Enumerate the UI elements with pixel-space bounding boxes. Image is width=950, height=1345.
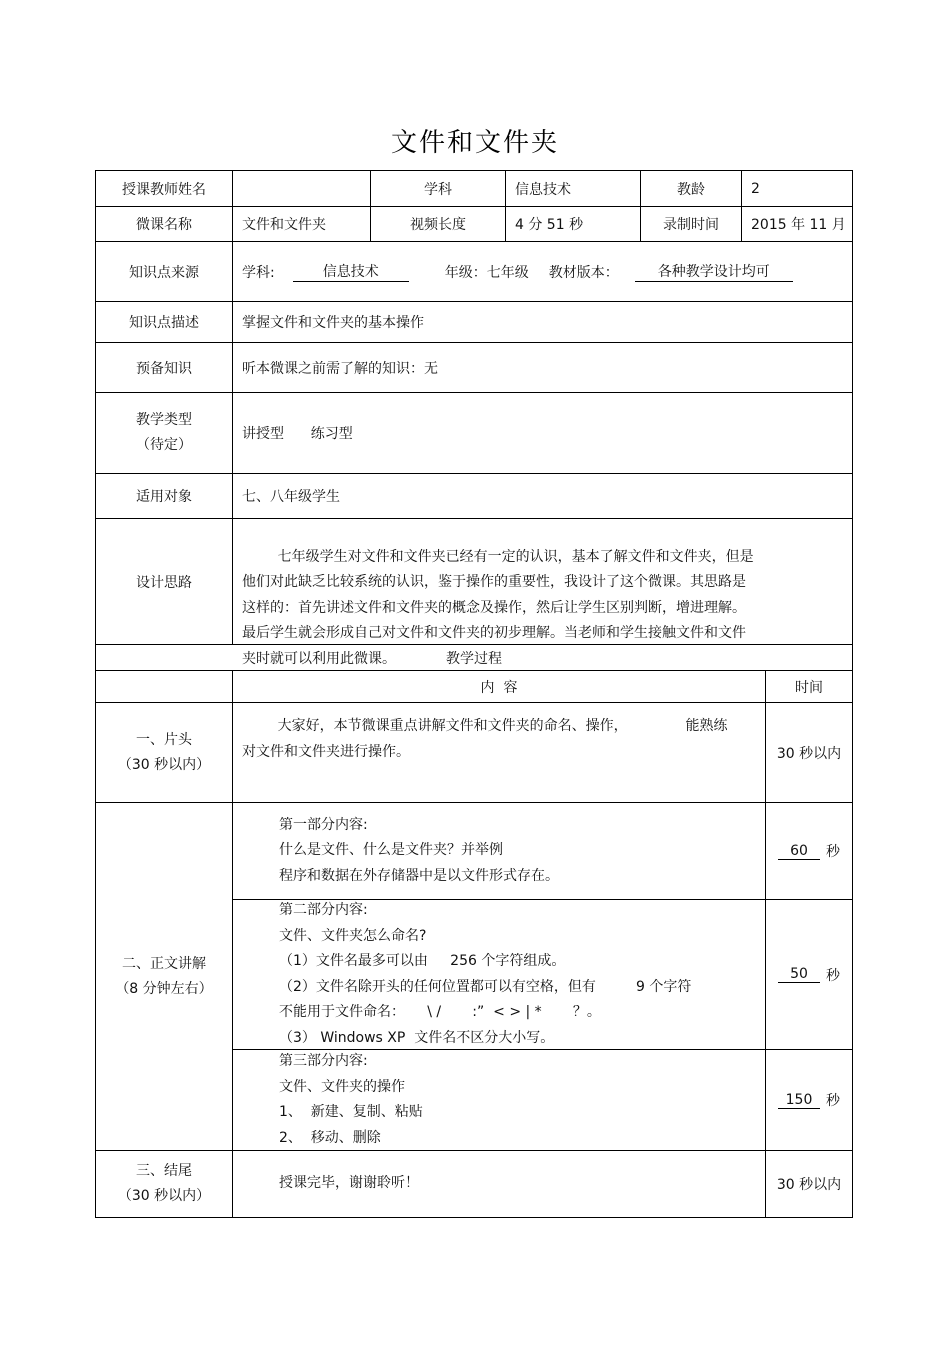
part2-line: （1）文件名最多可以由 256 个字符组成。 [279, 953, 566, 969]
part3-content [232, 1049, 766, 1151]
intro-time-text: 30 秒以内 [776, 745, 842, 762]
ending-label [95, 1150, 233, 1218]
part1-time-unit: 秒 [826, 844, 840, 860]
part2-time-value: 50 [778, 966, 820, 983]
source-value [232, 241, 853, 302]
source-subject-prefix: 学科: [242, 264, 275, 281]
intro-time [765, 702, 853, 803]
video-length-value [505, 206, 641, 242]
part1-line: 什么是文件、什么是文件夹？并举例 [279, 842, 503, 859]
subject-label-text: 学科 [424, 181, 452, 198]
intro-label [95, 702, 233, 803]
design-line: 七年级学生对文件和文件夹已经有一定的认识，基本了解文件和文件夹，但是 [242, 548, 754, 565]
audience-label-text: 适用对象 [136, 489, 192, 505]
part2-time-unit: 秒 [826, 967, 840, 984]
part2-time [765, 899, 853, 1050]
part1-content [232, 802, 766, 900]
teaching-age-value [741, 170, 853, 207]
record-time-label [640, 206, 742, 242]
ending-time [765, 1150, 853, 1218]
source-textbook: 各种教学设计均可 [635, 261, 793, 282]
part1-line: 第一部分内容: [279, 816, 368, 833]
intro-label-line-1: 一、片头 [136, 731, 192, 748]
teacher-label [95, 170, 233, 207]
type-value-text: 讲授型 练习型 [242, 426, 353, 442]
intro-line-1: 大家好，本节微课重点讲解文件和文件夹的命名、操作， 能熟练 [242, 718, 728, 735]
part1-time [765, 802, 853, 900]
process-header-text: 教学过程 [446, 650, 502, 667]
ending-label-line-2: （30 秒以内） [117, 1188, 211, 1204]
part3-line: 1、 新建、复制、粘贴 [279, 1104, 423, 1120]
video-length-label-text: 视频长度 [410, 217, 466, 233]
time-header-text: 时间 [795, 679, 823, 696]
ending-text: 授课完毕，谢谢聆听！ [279, 1175, 419, 1192]
subject-label [370, 170, 506, 207]
part3-time-unit: 秒 [826, 1093, 840, 1109]
design-label [95, 518, 233, 645]
course-label [95, 206, 233, 242]
prereq-value-text: 听本微课之前需了解的知识：无 [242, 360, 438, 377]
description-label [95, 301, 233, 343]
design-line: 夹时就可以利用此微课。 [242, 650, 396, 667]
teacher-value [232, 170, 371, 207]
audience-value [232, 473, 853, 519]
teacher-label-text: 授课教师姓名 [122, 181, 206, 198]
description-value [232, 301, 853, 343]
design-label-text: 设计思路 [136, 574, 192, 591]
type-label-line-2: （待定） [136, 437, 192, 453]
part1-line: 程序和数据在外存储器中是以文件形式存在。 [279, 867, 559, 884]
subject-value-text: 信息技术 [515, 181, 571, 198]
video-length-value-text: 4 分 51 秒 [515, 217, 584, 233]
type-value [232, 392, 853, 474]
process-time-header [765, 670, 853, 703]
type-label [95, 392, 233, 474]
process-stage-header [95, 670, 233, 703]
prereq-label [95, 342, 233, 393]
description-value-text: 掌握文件和文件夹的基本操作 [242, 315, 424, 331]
part3-time-value: 150 [778, 1092, 820, 1109]
ending-label-line-1: 三、结尾 [136, 1163, 192, 1179]
part2-line: 文件、文件夹怎么命名? [279, 927, 427, 944]
design-line: 最后学生就会形成自己对文件和文件夹的初步理解。当老师和学生接触文件和文件 [242, 625, 746, 641]
main-label-line-2: （8 分钟左右） [115, 980, 213, 997]
ending-time-text: 30 秒以内 [776, 1177, 842, 1193]
prereq-value [232, 342, 853, 393]
part3-line: 文件、文件夹的操作 [279, 1078, 405, 1095]
record-time-value-text: 2015 年 11 月 [751, 217, 846, 233]
course-label-text: 微课名称 [136, 217, 192, 233]
document-title: 文件和文件夹 [390, 128, 559, 158]
content-header-text: 内 容 [480, 679, 518, 696]
description-label-text: 知识点描述 [129, 315, 199, 331]
part2-line: （2）文件名除开头的任何位置都可以有空格，但有 9 个字符 [279, 978, 692, 995]
teaching-age-label-text: 教龄 [677, 181, 705, 198]
video-length-label [370, 206, 506, 242]
course-value-text: 文件和文件夹 [242, 217, 326, 233]
type-label-line-1: 教学类型 [136, 412, 192, 428]
part1-time-value: 60 [778, 843, 820, 860]
source-label-text: 知识点来源 [129, 264, 199, 281]
main-label [95, 802, 233, 1151]
course-value [232, 206, 371, 242]
part2-line: 第二部分内容: [279, 902, 368, 918]
teaching-age-label [640, 170, 742, 207]
audience-label [95, 473, 233, 519]
source-subject: 信息技术 [293, 261, 409, 282]
design-line: 这样的：首先讲述文件和文件夹的概念及操作，然后让学生区别判断，增进理解。 [242, 599, 746, 616]
part3-line: 2、 移动、删除 [279, 1129, 381, 1146]
record-time-label-text: 录制时间 [663, 217, 719, 233]
intro-label-line-2: （30 秒以内） [117, 756, 211, 773]
main-label-line-1: 二、正文讲解 [122, 955, 206, 972]
audience-value-text: 七、八年级学生 [242, 489, 340, 505]
design-line: 他们对此缺乏比较系统的认识，鉴于操作的重要性，我设计了这个微课。其思路是 [242, 574, 746, 590]
record-time-value [741, 206, 853, 242]
part3-time [765, 1049, 853, 1151]
teaching-age-value-text: 2 [751, 180, 760, 197]
prereq-label-text: 预备知识 [136, 360, 192, 377]
part2-line: （3） Windows XP 文件名不区分大小写。 [279, 1029, 555, 1046]
source-grade: 年级：七年级 [444, 264, 529, 281]
part3-line: 第三部分内容: [279, 1053, 368, 1069]
intro-line-2: 对文件和文件夹进行操作。 [242, 743, 410, 760]
intro-content [232, 702, 766, 803]
part2-content [232, 899, 766, 1050]
subject-value [505, 170, 641, 207]
source-label [95, 241, 233, 302]
intro-paragraph [233, 689, 736, 817]
process-header [95, 644, 853, 671]
part2-line: 不能用于文件命名： \ / :” < > | * ？。 [279, 1004, 601, 1020]
ending-content [232, 1150, 766, 1218]
source-textbook-prefix: 教材版本： [548, 264, 619, 281]
